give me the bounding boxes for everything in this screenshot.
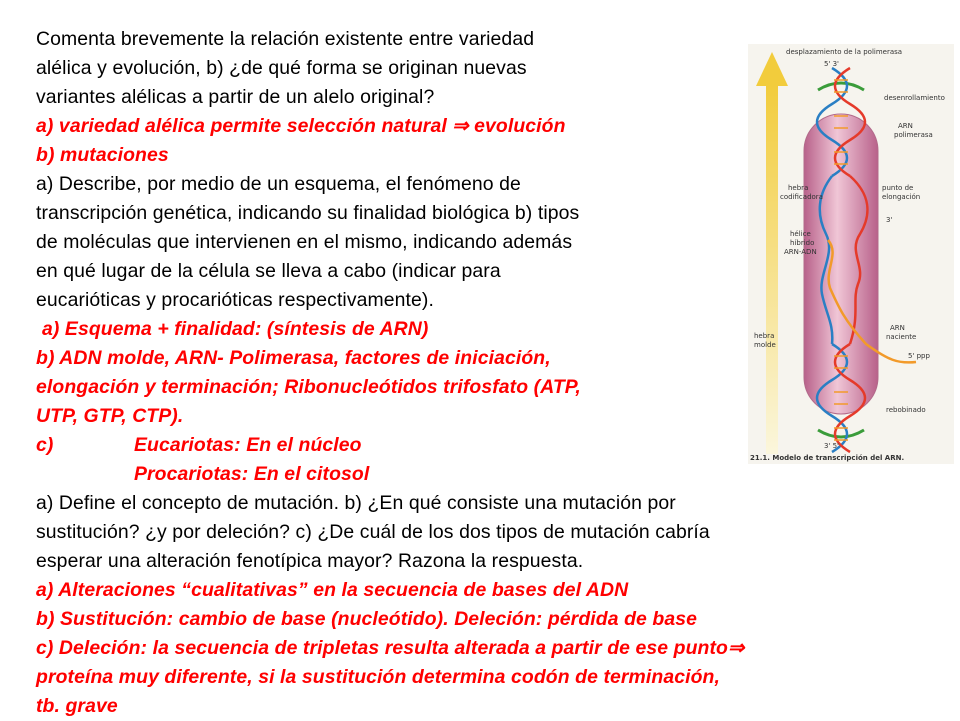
label-three-prime: 3' [886, 216, 893, 224]
label-coding-1: hebra [788, 184, 809, 192]
label-unwinding: desenrollamiento [884, 94, 945, 102]
question-1-line-3: variantes alélicas a partir de un alelo original? [36, 86, 435, 108]
answer-2c-eukaryotes: Eucariotas: En el núcleo [134, 434, 362, 456]
answer-3b: b) Sustitución: cambio de base (nucleótido). Deleción: pérdida de base [36, 608, 697, 630]
answer-1b: b) mutaciones [36, 144, 169, 166]
label-elongation-1: punto de [882, 184, 914, 192]
figure-caption: 21.1. Modelo de transcripción del ARN. [750, 454, 905, 462]
label-rewinding: rebobinado [886, 406, 926, 414]
label-nascent-1: ARN [890, 324, 905, 332]
label-bottom-ends: 3' 5' [824, 442, 839, 450]
label-ppp: 5' ppp [908, 352, 930, 360]
question-3-line-1: a) Define el concepto de mutación. b) ¿En qué consiste una mutación por [36, 492, 676, 514]
question-3-line-3: esperar una alteración fenotípica mayor? Razona la respuesta. [36, 550, 584, 572]
answer-3a: a) Alteraciones “cualitativas” en la secuencia de bases del ADN [36, 579, 629, 601]
answer-2c-label: c) [36, 434, 54, 456]
label-top-ends: 5' 3' [824, 60, 839, 68]
label-hybrid-3: ARN-ADN [784, 248, 817, 256]
label-hybrid-1: hélice [790, 230, 811, 238]
label-polymerase-2: polimerasa [894, 131, 933, 139]
question-3-line-2: sustitución? ¿y por deleción? c) ¿De cuál de los dos tipos de mutación cabría [36, 521, 710, 543]
answer-3c-line-2: proteína muy diferente, si la sustitución determina codón de terminación, [36, 666, 720, 688]
answer-2b-line-2: elongación y terminación; Ribonucleótidos trifosfato (ATP, [36, 376, 581, 398]
answer-1a: a) variedad alélica permite selección natural ⇒ evolución [36, 115, 566, 137]
answer-2b-line-1: b) ADN molde, ARN- Polimerasa, factores de iniciación, [36, 347, 551, 369]
label-polymerase-1: ARN [898, 122, 913, 130]
question-1-line-1: Comenta brevemente la relación existente entre variedad [36, 28, 535, 50]
answer-2a: a) Esquema + finalidad: (síntesis de ARN) [42, 318, 429, 340]
answer-3c-line-1: c) Deleción: la secuencia de tripletas resulta alterada a partir de ese punto⇒ [36, 637, 745, 659]
answer-2b-line-3: UTP, GTP, CTP). [36, 405, 184, 427]
question-1-line-2: alélica y evolución, b) ¿de qué forma se originan nuevas [36, 57, 527, 79]
label-elongation-2: elongación [882, 193, 921, 201]
label-template-2: molde [754, 341, 776, 349]
answer-3c-line-3: tb. grave [36, 695, 118, 717]
label-hybrid-2: híbrido [790, 239, 815, 247]
question-2-line-1: a) Describe, por medio de un esquema, el fenómeno de [36, 173, 521, 195]
label-coding-2: codificadora [780, 193, 823, 201]
question-2-line-2: transcripción genética, indicando su finalidad biológica b) tipos [36, 202, 580, 224]
question-2-line-4: en qué lugar de la célula se lleva a cabo (indicar para [36, 260, 501, 282]
label-nascent-2: naciente [886, 333, 917, 341]
question-2-line-5: eucarióticas y procarióticas respectivamente). [36, 289, 434, 311]
transcription-diagram [748, 44, 954, 464]
rna-polymerase-shape [804, 114, 878, 414]
question-2-line-3: de moléculas que intervienen en el mismo, indicando además [36, 231, 573, 253]
answer-2c-prokaryotes: Procariotas: En el citosol [134, 463, 370, 485]
label-polymerase-direction: desplazamiento de la polimerasa [786, 48, 903, 56]
label-template-1: hebra [754, 332, 775, 340]
